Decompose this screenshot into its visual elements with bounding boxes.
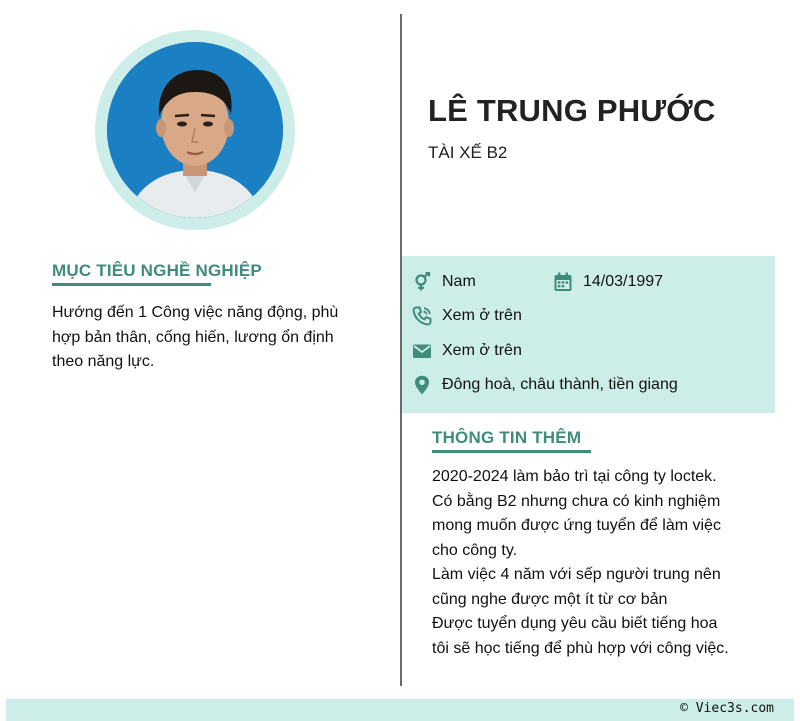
additional-info-line: 2020-2024 làm bảo trì tại công ty loctek. <box>432 468 717 485</box>
additional-info-line: cũng nghe được một ít từ cơ bản <box>432 590 668 608</box>
avatar <box>107 42 283 218</box>
email-value: Xem ở trên <box>442 342 522 359</box>
objective-line: Hướng đến 1 Công việc năng động, phù <box>52 304 339 321</box>
additional-info-line: mong muốn được ứng tuyển để làm việc <box>432 517 721 534</box>
email-row <box>412 341 522 361</box>
objective-line: theo năng lực. <box>52 353 155 370</box>
candidate-name: LÊ TRUNG PHƯỚC <box>428 93 716 128</box>
gender-row <box>412 272 476 292</box>
additional-info-title-underline <box>432 450 591 453</box>
footer-bar <box>6 699 794 721</box>
copyright-text: © Viec3s.com <box>680 701 774 716</box>
address-row <box>412 375 678 395</box>
job-title: TÀI XẾ B2 <box>428 143 508 162</box>
objective-line: hợp bản thân, cống hiến, lương ổn định <box>52 328 334 346</box>
address-value: Đông hoà, châu thành, tiền giang <box>442 376 678 393</box>
objective-title-underline <box>52 283 211 286</box>
gender-value: Nam <box>442 273 476 290</box>
gender-icon <box>412 272 432 292</box>
additional-info-line: Làm việc 4 năm với sếp người trung nên <box>432 566 721 583</box>
phone-value: Xem ở trên <box>442 307 522 324</box>
birthdate-row <box>553 272 663 292</box>
objective-title: MỤC TIÊU NGHỀ NGHIỆP <box>52 261 262 280</box>
contact-panel <box>402 256 775 413</box>
additional-info-title: THÔNG TIN THÊM <box>432 428 582 447</box>
location-icon <box>412 375 432 395</box>
avatar-frame <box>95 30 295 230</box>
phone-icon <box>412 306 432 326</box>
additional-info-text <box>432 465 729 661</box>
email-icon <box>412 341 432 361</box>
birthdate-value: 14/03/1997 <box>583 273 664 290</box>
additional-info-line: tôi sẽ học tiếng để phù hợp với công việc. <box>432 639 729 657</box>
calendar-icon <box>553 272 573 292</box>
additional-info-line: Có bằng B2 nhưng chưa có kinh nghiệm <box>432 492 721 510</box>
additional-info-line: cho công ty. <box>432 541 518 559</box>
additional-info-line: Được tuyển dụng yêu cầu biết tiếng hoa <box>432 615 718 632</box>
objective-text <box>52 301 338 375</box>
phone-row <box>412 306 522 326</box>
